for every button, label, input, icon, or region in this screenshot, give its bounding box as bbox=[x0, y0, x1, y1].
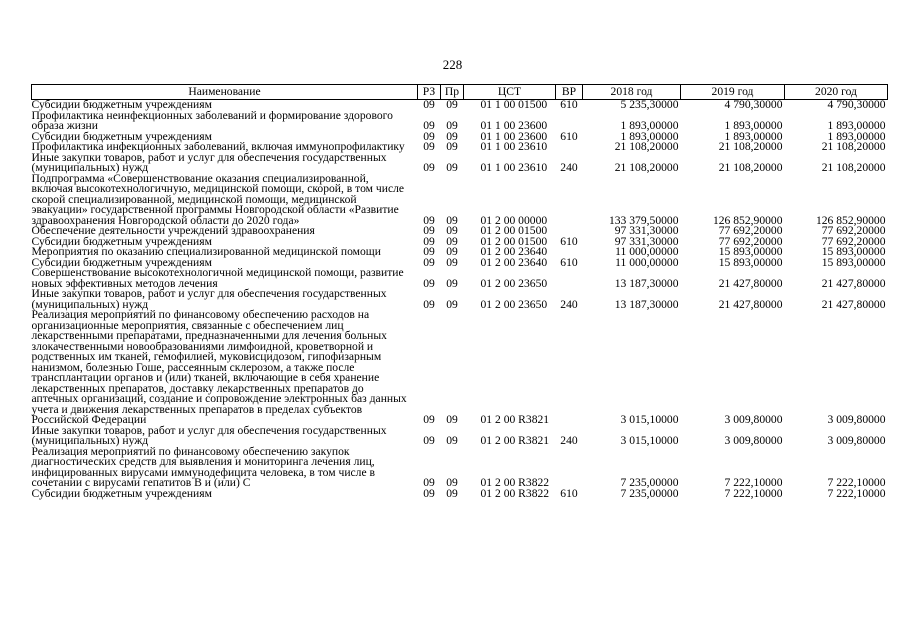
row-2020: 3 009,80000 bbox=[827, 413, 886, 426]
row-cst: 01 2 00 01500 bbox=[480, 234, 548, 248]
table-row bbox=[32, 268, 888, 289]
row-2020: 3 009,80000 bbox=[827, 434, 886, 447]
row-cst: 01 2 00 01500 bbox=[480, 224, 548, 237]
row-2018: 7 235,00000 bbox=[620, 486, 679, 500]
header-rz: РЗ bbox=[418, 85, 441, 100]
row-2018: 13 187,30000 bbox=[614, 276, 679, 290]
row-2019: 1 893,00000 bbox=[724, 129, 783, 143]
row-2018: 13 187,30000 bbox=[614, 297, 679, 311]
row-vr bbox=[556, 268, 583, 289]
row-2019: 126 852,90000 bbox=[712, 213, 783, 227]
row-2019: 15 893,00000 bbox=[718, 245, 783, 258]
row-rz: 09 bbox=[423, 234, 435, 248]
table-row bbox=[32, 111, 888, 132]
row-name: Субсидии бюджетным учреждениям bbox=[31, 129, 212, 143]
row-rz: 09 bbox=[423, 276, 435, 290]
row-2018: 3 015,10000 bbox=[620, 413, 679, 426]
row-pr: 09 bbox=[446, 129, 458, 143]
row-2020: 126 852,90000 bbox=[815, 213, 886, 227]
row-2020: 21 427,80000 bbox=[821, 297, 886, 311]
row-pr: 09 bbox=[446, 245, 458, 258]
row-cst: 01 2 00 R3822 bbox=[480, 486, 550, 500]
row-rz: 09 bbox=[423, 98, 435, 111]
row-2019: 1 893,00000 bbox=[724, 119, 783, 132]
row-pr: 09 bbox=[446, 413, 458, 426]
row-name: Реализация мероприятий по финансовому обеспечению расходов на организационные мероприятия, связанные с обеспечением лиц лекарственными препаратами, предназначенными для лечения больных злокачественными новообразованиями лимфоидной, кроветворной и родственных им тканей, гемофилией, муковисцидозом, гипофизарным нанизмом, болезнью Гоше, рассеянным склерозом, а также после трансплантации органов и (или) тканей, включающие в себя хранение лекарственных препаратов, доставку лекарственных препаратов до аптечных организаций, создание и сопровождение электронных баз данных учета и движения лекарственных препаратов в пределах субъектов Российской Федерации bbox=[31, 308, 407, 426]
table-row bbox=[32, 174, 888, 227]
row-name: Реализация мероприятий по финансовому обеспечению закупок диагностических средств для выявления и мониторинга лечения лиц, инфицированных вирусами иммунодефицита человека, в том числе в сочетании с вирусами гепатитов В и (или) С bbox=[31, 444, 375, 489]
row-vr: 240 bbox=[560, 434, 578, 447]
row-rz: 09 bbox=[423, 129, 435, 143]
row-name: Профилактика неинфекционных заболеваний и формирование здорового образа жизни bbox=[31, 108, 393, 132]
row-pr: 09 bbox=[446, 161, 458, 174]
row-name: Обеспечение деятельности учреждений здравоохранения bbox=[31, 224, 315, 237]
row-vr: 610 bbox=[560, 98, 578, 111]
row-2018: 1 893,00000 bbox=[620, 119, 679, 132]
row-2018: 7 235,00000 bbox=[620, 476, 679, 489]
row-name: Субсидии бюджетным учреждениям bbox=[31, 255, 212, 269]
row-2019: 77 692,20000 bbox=[718, 224, 783, 237]
row-name: Совершенствование высокотехнологичной медицинской помощи, развитие новых эффективных методов лечения bbox=[31, 266, 404, 290]
row-2020: 21 108,20000 bbox=[821, 161, 886, 174]
row-2018: 3 015,10000 bbox=[620, 434, 679, 447]
row-2018: 133 379,50000 bbox=[608, 213, 679, 227]
table-row bbox=[32, 310, 888, 426]
row-2018: 11 000,00000 bbox=[615, 255, 679, 269]
row-2018: 97 331,30000 bbox=[614, 234, 679, 248]
row-2020: 1 893,00000 bbox=[827, 119, 886, 132]
row-2020: 1 893,00000 bbox=[827, 129, 886, 143]
row-cst: 01 2 00 23640 bbox=[480, 245, 548, 258]
row-pr: 09 bbox=[446, 476, 458, 489]
row-vr bbox=[556, 447, 583, 489]
table-row bbox=[32, 426, 888, 447]
row-rz: 09 bbox=[423, 413, 435, 426]
table-row bbox=[32, 489, 888, 500]
row-vr bbox=[556, 310, 583, 426]
row-cst: 01 1 00 23600 bbox=[480, 129, 548, 143]
row-rz: 09 bbox=[423, 119, 435, 132]
row-2019: 3 009,80000 bbox=[724, 434, 783, 447]
row-2018: 11 000,00000 bbox=[615, 245, 679, 258]
header-pr: Пр bbox=[441, 85, 464, 100]
row-vr: 610 bbox=[560, 234, 578, 248]
row-pr: 09 bbox=[446, 119, 458, 132]
row-rz: 09 bbox=[423, 140, 435, 153]
header-2020: 2020 год bbox=[785, 85, 888, 100]
row-rz: 09 bbox=[423, 476, 435, 489]
row-2019: 3 009,80000 bbox=[724, 413, 783, 426]
row-pr: 09 bbox=[446, 297, 458, 311]
row-name: Иные закупки товаров, работ и услуг для обеспечения государственных (муниципальных) нужд bbox=[31, 423, 387, 447]
row-2019: 21 108,20000 bbox=[718, 140, 783, 153]
row-vr bbox=[556, 111, 583, 132]
row-2019: 21 108,20000 bbox=[718, 161, 783, 174]
row-2019: 15 893,00000 bbox=[718, 255, 783, 269]
row-vr: 240 bbox=[560, 161, 578, 174]
row-cst: 01 1 00 23610 bbox=[480, 161, 548, 174]
row-2020: 7 222,10000 bbox=[827, 476, 886, 489]
row-2018: 5 235,30000 bbox=[620, 98, 679, 111]
row-cst: 01 2 00 00000 bbox=[480, 213, 548, 227]
row-pr: 09 bbox=[446, 486, 458, 500]
row-pr: 09 bbox=[446, 98, 458, 111]
row-2020: 15 893,00000 bbox=[821, 255, 886, 269]
row-cst: 01 1 00 01500 bbox=[480, 98, 548, 111]
row-cst: 01 1 00 23600 bbox=[480, 119, 548, 132]
row-rz: 09 bbox=[423, 255, 435, 269]
row-2020: 7 222,10000 bbox=[827, 486, 886, 500]
row-cst: 01 2 00 23650 bbox=[480, 297, 548, 311]
row-2020: 77 692,20000 bbox=[821, 234, 886, 248]
row-rz: 09 bbox=[423, 434, 435, 447]
row-rz: 09 bbox=[423, 486, 435, 500]
header-vr: ВР bbox=[556, 85, 583, 100]
row-rz: 09 bbox=[423, 213, 435, 227]
row-2019: 7 222,10000 bbox=[724, 476, 783, 489]
row-2018: 21 108,20000 bbox=[614, 140, 679, 153]
row-cst: 01 2 00 R3822 bbox=[480, 476, 550, 489]
page-number: 228 bbox=[442, 57, 463, 72]
row-name: Субсидии бюджетным учреждениям bbox=[31, 486, 212, 500]
row-name: Иные закупки товаров, работ и услуг для обеспечения государственных (муниципальных) нужд bbox=[31, 287, 387, 311]
row-pr: 09 bbox=[446, 255, 458, 269]
row-cst: 01 2 00 R3821 bbox=[480, 434, 550, 447]
row-rz: 09 bbox=[423, 245, 435, 258]
row-cst: 01 1 00 23610 bbox=[480, 140, 548, 153]
row-2019: 4 790,30000 bbox=[724, 98, 783, 111]
table-row bbox=[32, 153, 888, 174]
row-vr bbox=[556, 174, 583, 227]
row-pr: 09 bbox=[446, 213, 458, 227]
row-name: Мероприятия по оказанию специализированной медицинской помощи bbox=[31, 245, 381, 258]
row-2020: 21 108,20000 bbox=[821, 140, 886, 153]
table-body bbox=[32, 100, 888, 500]
header-cst: ЦСТ bbox=[464, 85, 556, 100]
row-pr: 09 bbox=[446, 434, 458, 447]
row-2019: 77 692,20000 bbox=[718, 234, 783, 248]
budget-table bbox=[31, 84, 888, 499]
row-name: Подпрограмма «Совершенствование оказания специализированной, включая высокотехнологичную, медицинской помощи, скорой, в том числе скорой специализированной, медицинской помощи, медицинской эвакуации» государственной программы Новгородской области «Развитие здравоохранения Новгородской области до 2020 года» bbox=[31, 171, 405, 227]
row-2018: 1 893,00000 bbox=[620, 129, 679, 143]
row-vr: 610 bbox=[560, 129, 578, 143]
row-rz: 09 bbox=[423, 161, 435, 174]
row-pr: 09 bbox=[446, 234, 458, 248]
row-name: Субсидии бюджетным учреждениям bbox=[31, 234, 212, 248]
row-cst: 01 2 00 R3821 bbox=[480, 413, 550, 426]
row-cst: 01 2 00 23640 bbox=[480, 255, 548, 269]
row-name: Иные закупки товаров, работ и услуг для обеспечения государственных (муниципальных) нужд bbox=[31, 150, 387, 174]
header-name: Наименование bbox=[32, 85, 418, 100]
header-2019: 2019 год bbox=[681, 85, 785, 100]
row-2019: 21 427,80000 bbox=[718, 297, 783, 311]
row-2020: 77 692,20000 bbox=[821, 224, 886, 237]
header-2018: 2018 год bbox=[583, 85, 681, 100]
row-vr: 610 bbox=[560, 486, 578, 500]
row-vr: 610 bbox=[560, 255, 578, 269]
row-2018: 97 331,30000 bbox=[614, 224, 679, 237]
row-pr: 09 bbox=[446, 224, 458, 237]
row-pr: 09 bbox=[446, 276, 458, 290]
row-2020: 15 893,00000 bbox=[821, 245, 886, 258]
table-row bbox=[32, 289, 888, 310]
row-2020: 21 427,80000 bbox=[821, 276, 886, 290]
row-vr: 240 bbox=[560, 297, 578, 311]
table-row bbox=[32, 447, 888, 489]
row-rz: 09 bbox=[423, 297, 435, 311]
row-name: Профилактика инфекционных заболеваний, включая иммунопрофилактику bbox=[31, 140, 405, 153]
row-2018: 21 108,20000 bbox=[614, 161, 679, 174]
row-2019: 7 222,10000 bbox=[724, 486, 783, 500]
row-vr bbox=[556, 142, 583, 153]
row-pr: 09 bbox=[446, 140, 458, 153]
row-2019: 21 427,80000 bbox=[718, 276, 783, 290]
row-2020: 4 790,30000 bbox=[827, 98, 886, 111]
row-cst: 01 2 00 23650 bbox=[480, 276, 548, 290]
row-rz: 09 bbox=[423, 224, 435, 237]
row-name: Субсидии бюджетным учреждениям bbox=[31, 98, 212, 111]
